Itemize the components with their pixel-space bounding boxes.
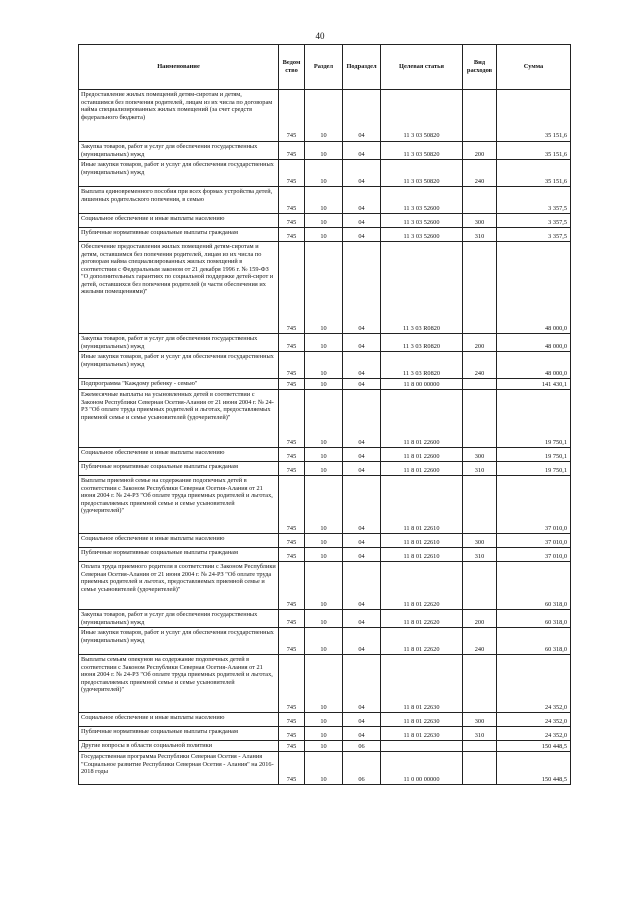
cell-podrazdel: 04 bbox=[343, 610, 381, 628]
cell-celevaya: 11 0 00 00000 bbox=[381, 752, 463, 785]
cell-vid: 200 bbox=[463, 142, 497, 160]
cell-razdel: 10 bbox=[305, 142, 343, 160]
cell-name: Иные закупки товаров, работ и услуг для обеспечения государственных (муниципальных) нужд bbox=[79, 160, 279, 187]
cell-ved: 745 bbox=[279, 628, 305, 655]
cell-razdel: 10 bbox=[305, 476, 343, 534]
cell-celevaya: 11 8 01 22610 bbox=[381, 476, 463, 534]
table-row bbox=[79, 90, 571, 142]
cell-celevaya: 11 8 01 22620 bbox=[381, 628, 463, 655]
cell-ved: 745 bbox=[279, 462, 305, 476]
cell-razdel: 10 bbox=[305, 752, 343, 785]
cell-celevaya: 11 3 03 R0820 bbox=[381, 242, 463, 334]
cell-vid: 310 bbox=[463, 727, 497, 741]
cell-summa: 37 010,0 bbox=[497, 476, 571, 534]
cell-celevaya: 11 3 03 50820 bbox=[381, 90, 463, 142]
cell-name: Публичные нормативные социальные выплаты гражданам bbox=[79, 462, 279, 476]
table-row bbox=[79, 713, 571, 727]
cell-summa: 3 357,5 bbox=[497, 187, 571, 214]
table-row bbox=[79, 334, 571, 352]
cell-ved: 745 bbox=[279, 142, 305, 160]
header-summa: Сумма bbox=[497, 45, 571, 90]
cell-razdel: 10 bbox=[305, 562, 343, 610]
cell-celevaya: 11 3 03 52600 bbox=[381, 187, 463, 214]
cell-podrazdel: 04 bbox=[343, 352, 381, 379]
cell-vid: 240 bbox=[463, 352, 497, 379]
cell-ved: 745 bbox=[279, 379, 305, 390]
cell-vid: 310 bbox=[463, 462, 497, 476]
cell-vid bbox=[463, 562, 497, 610]
cell-summa: 35 151,6 bbox=[497, 142, 571, 160]
cell-name: Иные закупки товаров, работ и услуг для обеспечения государственных (муниципальных) нужд bbox=[79, 352, 279, 379]
cell-summa: 48 000,0 bbox=[497, 352, 571, 379]
table-row bbox=[79, 727, 571, 741]
cell-ved: 745 bbox=[279, 713, 305, 727]
cell-ved: 745 bbox=[279, 741, 305, 752]
cell-vid bbox=[463, 476, 497, 534]
cell-summa: 48 000,0 bbox=[497, 334, 571, 352]
cell-podrazdel: 06 bbox=[343, 741, 381, 752]
cell-vid: 200 bbox=[463, 334, 497, 352]
cell-ved: 745 bbox=[279, 548, 305, 562]
cell-name: Публичные нормативные социальные выплаты гражданам bbox=[79, 548, 279, 562]
cell-celevaya: 11 8 01 22630 bbox=[381, 713, 463, 727]
cell-celevaya: 11 8 01 22630 bbox=[381, 655, 463, 713]
cell-razdel: 10 bbox=[305, 448, 343, 462]
cell-razdel: 10 bbox=[305, 379, 343, 390]
cell-celevaya: 11 8 01 22600 bbox=[381, 448, 463, 462]
cell-ved: 745 bbox=[279, 390, 305, 448]
cell-vid bbox=[463, 741, 497, 752]
header-celevaya: Целевая статья bbox=[381, 45, 463, 90]
cell-podrazdel: 04 bbox=[343, 242, 381, 334]
cell-summa: 3 357,5 bbox=[497, 228, 571, 242]
table-row bbox=[79, 352, 571, 379]
table-row bbox=[79, 160, 571, 187]
cell-summa: 37 010,0 bbox=[497, 534, 571, 548]
cell-name: Социальное обеспечение и иные выплаты населению bbox=[79, 214, 279, 228]
cell-razdel: 10 bbox=[305, 655, 343, 713]
cell-summa: 19 750,1 bbox=[497, 462, 571, 476]
cell-celevaya: 11 3 03 50820 bbox=[381, 160, 463, 187]
cell-ved: 745 bbox=[279, 352, 305, 379]
table-row bbox=[79, 462, 571, 476]
cell-podrazdel: 04 bbox=[343, 390, 381, 448]
cell-razdel: 10 bbox=[305, 713, 343, 727]
cell-podrazdel: 04 bbox=[343, 562, 381, 610]
cell-celevaya: 11 3 03 52600 bbox=[381, 228, 463, 242]
cell-name: Социальное обеспечение и иные выплаты населению bbox=[79, 713, 279, 727]
cell-celevaya: 11 3 03 R0820 bbox=[381, 334, 463, 352]
cell-razdel: 10 bbox=[305, 214, 343, 228]
header-razdel: Раздел bbox=[305, 45, 343, 90]
cell-ved: 745 bbox=[279, 228, 305, 242]
cell-vid: 300 bbox=[463, 534, 497, 548]
cell-razdel: 10 bbox=[305, 352, 343, 379]
cell-vid bbox=[463, 752, 497, 785]
cell-podrazdel: 04 bbox=[343, 713, 381, 727]
cell-ved: 745 bbox=[279, 727, 305, 741]
table-row bbox=[79, 390, 571, 448]
table-row bbox=[79, 534, 571, 548]
cell-name: Публичные нормативные социальные выплаты гражданам bbox=[79, 727, 279, 741]
cell-summa: 48 000,0 bbox=[497, 242, 571, 334]
cell-name: Закупка товаров, работ и услуг для обеспечения государственных (муниципальных) нужд bbox=[79, 334, 279, 352]
cell-razdel: 10 bbox=[305, 534, 343, 548]
cell-celevaya: 11 8 01 22600 bbox=[381, 390, 463, 448]
cell-name: Другие вопросы в области социальной политики bbox=[79, 741, 279, 752]
cell-name: Социальное обеспечение и иные выплаты населению bbox=[79, 448, 279, 462]
cell-name: Предоставление жилых помещений детям-сиротам и детям, оставшимся без попечения родителей, лицам из их числа по договорам найма специализированных жилых помещений (за счет средств федерального бюджета) bbox=[79, 90, 279, 142]
budget-table bbox=[78, 44, 571, 785]
cell-podrazdel: 04 bbox=[343, 727, 381, 741]
cell-razdel: 10 bbox=[305, 334, 343, 352]
table-row bbox=[79, 187, 571, 214]
cell-podrazdel: 04 bbox=[343, 476, 381, 534]
cell-summa: 24 352,0 bbox=[497, 713, 571, 727]
cell-vid: 300 bbox=[463, 713, 497, 727]
cell-vid: 240 bbox=[463, 160, 497, 187]
cell-celevaya: 11 8 01 22620 bbox=[381, 562, 463, 610]
cell-podrazdel: 04 bbox=[343, 534, 381, 548]
cell-ved: 745 bbox=[279, 160, 305, 187]
cell-celevaya: 11 8 00 00000 bbox=[381, 379, 463, 390]
page-number: 40 bbox=[315, 31, 325, 41]
cell-podrazdel: 04 bbox=[343, 214, 381, 228]
cell-celevaya: 11 8 01 22620 bbox=[381, 610, 463, 628]
cell-vid: 300 bbox=[463, 448, 497, 462]
cell-ved: 745 bbox=[279, 534, 305, 548]
cell-razdel: 10 bbox=[305, 462, 343, 476]
cell-vid: 310 bbox=[463, 548, 497, 562]
cell-name: Социальное обеспечение и иные выплаты населению bbox=[79, 534, 279, 548]
cell-summa: 141 430,1 bbox=[497, 379, 571, 390]
cell-ved: 745 bbox=[279, 610, 305, 628]
cell-name: Публичные нормативные социальные выплаты гражданам bbox=[79, 228, 279, 242]
cell-razdel: 10 bbox=[305, 390, 343, 448]
cell-summa: 3 357,5 bbox=[497, 214, 571, 228]
cell-celevaya: 11 8 01 22600 bbox=[381, 462, 463, 476]
cell-summa: 60 318,0 bbox=[497, 562, 571, 610]
cell-vid bbox=[463, 242, 497, 334]
table-row bbox=[79, 214, 571, 228]
cell-ved: 745 bbox=[279, 655, 305, 713]
cell-podrazdel: 04 bbox=[343, 448, 381, 462]
cell-ved: 745 bbox=[279, 214, 305, 228]
cell-name: Обеспечение предоставления жилых помещений детям-сиротам и детям, оставшимся без попечения родителей, лицам из их числа по договорам найма специализированных жилых помещений в соответствии с Федеральным законом от 21 декабря 1996 г. № 159-ФЗ "О дополнительных гарантиях по социальной поддержке детей-сирот и детей, оставшихся без попечения родителей (в части обеспечения их жилыми помещениями)" bbox=[79, 242, 279, 334]
cell-razdel: 10 bbox=[305, 548, 343, 562]
cell-razdel: 10 bbox=[305, 187, 343, 214]
table-row bbox=[79, 628, 571, 655]
table-row bbox=[79, 741, 571, 752]
cell-vid: 300 bbox=[463, 214, 497, 228]
table-row bbox=[79, 548, 571, 562]
header-name: Наименование bbox=[79, 45, 279, 90]
cell-razdel: 10 bbox=[305, 610, 343, 628]
table-row bbox=[79, 448, 571, 462]
cell-name: Закупка товаров, работ и услуг для обеспечения государственных (муниципальных) нужд bbox=[79, 142, 279, 160]
header-vid: Вид расходов bbox=[463, 45, 497, 90]
cell-razdel: 10 bbox=[305, 727, 343, 741]
cell-ved: 745 bbox=[279, 448, 305, 462]
cell-podrazdel: 04 bbox=[343, 187, 381, 214]
table-row bbox=[79, 476, 571, 534]
cell-name: Оплата труда приемного родителя в соответствии с Законом Республики Северная Осетия-Алания от 21 июня 2004 г. № 24-РЗ "Об оплате труда приемных родителей и льготах, предоставляемых приемной семье и семье усыновителей (удочерителей)" bbox=[79, 562, 279, 610]
cell-vid bbox=[463, 187, 497, 214]
cell-celevaya: 11 8 01 22610 bbox=[381, 534, 463, 548]
cell-podrazdel: 04 bbox=[343, 142, 381, 160]
cell-summa: 150 448,5 bbox=[497, 752, 571, 785]
cell-podrazdel: 04 bbox=[343, 628, 381, 655]
table-row bbox=[79, 752, 571, 785]
cell-summa: 24 352,0 bbox=[497, 727, 571, 741]
table-row bbox=[79, 142, 571, 160]
cell-podrazdel: 04 bbox=[343, 655, 381, 713]
cell-podrazdel: 04 bbox=[343, 548, 381, 562]
cell-summa: 19 750,1 bbox=[497, 448, 571, 462]
table-row bbox=[79, 379, 571, 390]
cell-razdel: 10 bbox=[305, 741, 343, 752]
cell-ved: 745 bbox=[279, 90, 305, 142]
cell-celevaya: 11 3 03 R0820 bbox=[381, 352, 463, 379]
cell-ved: 745 bbox=[279, 242, 305, 334]
cell-podrazdel: 04 bbox=[343, 462, 381, 476]
cell-summa: 150 448,5 bbox=[497, 741, 571, 752]
header-ved: Ведом ство bbox=[279, 45, 305, 90]
cell-ved: 745 bbox=[279, 752, 305, 785]
cell-summa: 60 318,0 bbox=[497, 610, 571, 628]
cell-ved: 745 bbox=[279, 187, 305, 214]
cell-celevaya: 11 3 03 52600 bbox=[381, 214, 463, 228]
cell-summa: 19 750,1 bbox=[497, 390, 571, 448]
table-header-row bbox=[79, 45, 571, 90]
cell-podrazdel: 06 bbox=[343, 752, 381, 785]
cell-vid: 200 bbox=[463, 610, 497, 628]
cell-name: Государственная программа Республики Северная Осетия - Алания "Социальное развитие Республики Северная Осетия - Алания" на 2016-2018 годы bbox=[79, 752, 279, 785]
table-row bbox=[79, 655, 571, 713]
table-row bbox=[79, 242, 571, 334]
cell-vid bbox=[463, 390, 497, 448]
header-podrazdel: Подраздел bbox=[343, 45, 381, 90]
cell-ved: 745 bbox=[279, 476, 305, 534]
cell-summa: 37 010,0 bbox=[497, 548, 571, 562]
cell-celevaya: 11 8 01 22610 bbox=[381, 548, 463, 562]
cell-podrazdel: 04 bbox=[343, 228, 381, 242]
cell-podrazdel: 04 bbox=[343, 160, 381, 187]
cell-razdel: 10 bbox=[305, 90, 343, 142]
table-row bbox=[79, 562, 571, 610]
table-row bbox=[79, 228, 571, 242]
cell-name: Выплата единовременного пособия при всех формах устройства детей, лишенных родительского попечения, в семью bbox=[79, 187, 279, 214]
cell-name: Выплаты семьям опекунов на содержание подопечных детей в соответствии с Законом Республики Северная Осетия-Алания от 21 июня 2004 г. № 24-РЗ "Об оплате труда приемных родителей и льготах, предоставляемых приемной семье и семье усыновителей (удочерителей)" bbox=[79, 655, 279, 713]
cell-celevaya: 11 3 03 50820 bbox=[381, 142, 463, 160]
cell-podrazdel: 04 bbox=[343, 379, 381, 390]
cell-vid bbox=[463, 379, 497, 390]
cell-razdel: 10 bbox=[305, 242, 343, 334]
cell-ved: 745 bbox=[279, 562, 305, 610]
table-row bbox=[79, 610, 571, 628]
cell-vid bbox=[463, 655, 497, 713]
cell-summa: 35 151,6 bbox=[497, 160, 571, 187]
cell-ved: 745 bbox=[279, 334, 305, 352]
cell-razdel: 10 bbox=[305, 228, 343, 242]
cell-name: Ежемесячные выплаты на усыновленных детей в соответствии с Законом Республики Северная Осетия-Алания от 21 июня 2004 г. № 24-РЗ "Об оплате труда приемных родителей и льготах, предоставляемых приемной семье и семье усыновителей (удочерителей)" bbox=[79, 390, 279, 448]
cell-razdel: 10 bbox=[305, 160, 343, 187]
cell-celevaya bbox=[381, 741, 463, 752]
cell-vid: 310 bbox=[463, 228, 497, 242]
cell-summa: 24 352,0 bbox=[497, 655, 571, 713]
cell-name: Выплаты приемной семье на содержание подопечных детей в соответствии с Законом Республики Северная Осетия-Алания от 21 июня 2004 г. № 24-РЗ "Об оплате труда приемных родителей и льготах, предоставляемых приемной семье и семье усыновителей (удочерителей)" bbox=[79, 476, 279, 534]
cell-summa: 35 151,6 bbox=[497, 90, 571, 142]
cell-vid: 240 bbox=[463, 628, 497, 655]
cell-name: Подпрограмма "Каждому ребенку - семью" bbox=[79, 379, 279, 390]
cell-celevaya: 11 8 01 22630 bbox=[381, 727, 463, 741]
cell-name: Закупка товаров, работ и услуг для обеспечения государственных (муниципальных) нужд bbox=[79, 610, 279, 628]
cell-vid bbox=[463, 90, 497, 142]
cell-name: Иные закупки товаров, работ и услуг для обеспечения государственных (муниципальных) нужд bbox=[79, 628, 279, 655]
cell-podrazdel: 04 bbox=[343, 90, 381, 142]
cell-podrazdel: 04 bbox=[343, 334, 381, 352]
cell-summa: 60 318,0 bbox=[497, 628, 571, 655]
cell-razdel: 10 bbox=[305, 628, 343, 655]
